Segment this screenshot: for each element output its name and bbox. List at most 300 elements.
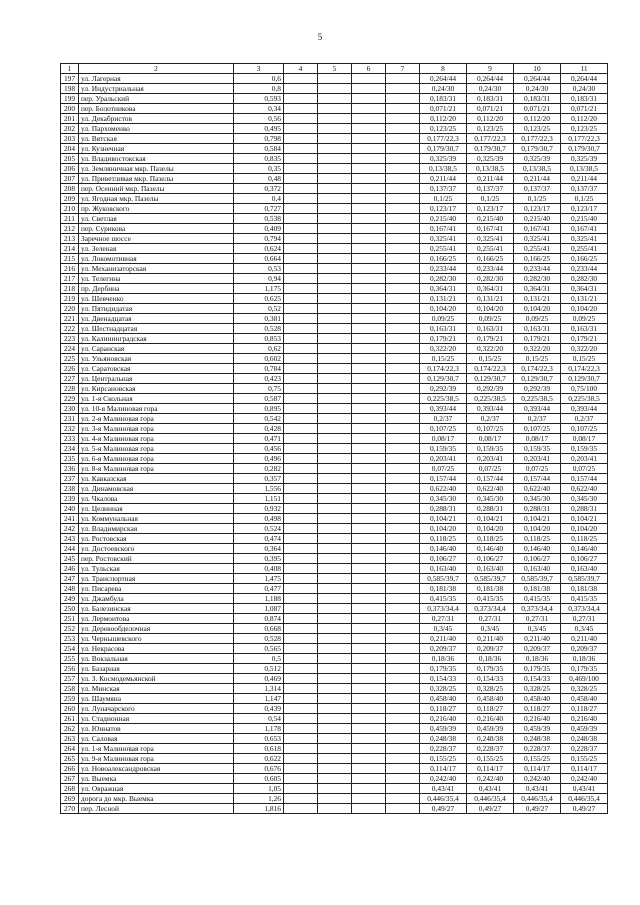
empty-cell [352,284,386,294]
row-number: 245 [61,554,79,564]
value-col-8: 0,179/35 [420,664,467,674]
empty-cell [352,654,386,664]
street-name: ул. Минская [79,684,234,694]
row-number: 260 [61,704,79,714]
value-col-10: 0,228/37 [514,744,561,754]
empty-cell [318,724,352,734]
row-number: 268 [61,784,79,794]
value-col-9: 0,203/41 [467,454,514,464]
value-col-8: 0,131/21 [420,294,467,304]
empty-cell [318,564,352,574]
row-number: 213 [61,234,79,244]
empty-cell [352,534,386,544]
row-number: 231 [61,414,79,424]
street-name: ул. Луначарского [79,704,234,714]
street-name: пр. Жуковского [79,204,234,214]
empty-cell [386,324,420,334]
value-col-9: 0,155/25 [467,754,514,764]
value-col-10: 0,18/36 [514,654,561,664]
empty-cell [284,514,318,524]
row-number: 267 [61,774,79,784]
empty-cell [284,594,318,604]
value-col-11: 0,233/44 [561,264,608,274]
value-col-9: 0,328/25 [467,684,514,694]
empty-cell [352,114,386,124]
empty-cell [352,104,386,114]
value-col-9: 0,107/25 [467,424,514,434]
table-row [61,404,608,414]
street-name: ул. Коммунальная [79,514,234,524]
empty-cell [284,144,318,154]
length-value: 0,593 [234,94,284,104]
value-col-10: 0,071/21 [514,104,561,114]
empty-cell [352,234,386,244]
empty-cell [386,744,420,754]
empty-cell [386,524,420,534]
header-col-11: 11 [561,64,608,74]
length-value: 0,35 [234,164,284,174]
empty-cell [386,394,420,404]
row-number: 204 [61,144,79,154]
value-col-8: 0,345/30 [420,494,467,504]
table-row [61,174,608,184]
value-col-11: 0,211/44 [561,174,608,184]
empty-cell [284,774,318,784]
value-col-8: 0,209/37 [420,644,467,654]
value-col-10: 0,233/44 [514,264,561,274]
value-col-10: 0,3/45 [514,624,561,634]
street-name: ул. Приветливая мкр. Пазелы [79,174,234,184]
value-col-10: 0,163/40 [514,564,561,574]
value-col-11: 0,118/25 [561,534,608,544]
table-row [61,504,608,514]
row-number: 250 [61,604,79,614]
value-col-11: 0,458/40 [561,694,608,704]
value-col-11: 0,106/27 [561,554,608,564]
length-value: 1,816 [234,804,284,814]
value-col-10: 0,446/35,4 [514,794,561,804]
length-value: 0,835 [234,154,284,164]
empty-cell [284,364,318,374]
value-col-10: 0,08/17 [514,434,561,444]
value-col-11: 0,24/30 [561,84,608,94]
value-col-11: 0,07/25 [561,464,608,474]
value-col-9: 0,154/33 [467,674,514,684]
empty-cell [352,154,386,164]
value-col-9: 0,137/37 [467,184,514,194]
length-value: 0,6 [234,74,284,84]
empty-cell [352,414,386,424]
empty-cell [352,634,386,644]
empty-cell [318,434,352,444]
empty-cell [284,534,318,544]
empty-cell [352,524,386,534]
value-col-10: 0,167/41 [514,224,561,234]
empty-cell [318,234,352,244]
empty-cell [386,564,420,574]
table-row [61,364,608,374]
length-value: 0,395 [234,554,284,564]
empty-cell [386,354,420,364]
empty-cell [318,794,352,804]
value-col-11: 0,159/35 [561,444,608,454]
empty-cell [284,94,318,104]
empty-cell [386,194,420,204]
value-col-9: 0,071/21 [467,104,514,114]
length-value: 0,474 [234,534,284,544]
value-col-11: 0,157/44 [561,474,608,484]
empty-cell [284,404,318,414]
empty-cell [318,374,352,384]
street-name: ул. 10-я Малиновая гора [79,404,234,414]
row-number: 257 [61,674,79,684]
empty-cell [284,214,318,224]
row-number: 228 [61,384,79,394]
table-row [61,114,608,124]
empty-cell [352,764,386,774]
street-name: ул. Юннатов [79,724,234,734]
street-name: ул. Индустриальная [79,84,234,94]
empty-cell [284,354,318,364]
empty-cell [352,784,386,794]
street-name: пер. Болотникова [79,104,234,114]
length-value: 0,668 [234,624,284,634]
empty-cell [318,164,352,174]
empty-cell [284,164,318,174]
street-name: ул. Стадионная [79,714,234,724]
empty-cell [318,354,352,364]
length-value: 1,556 [234,484,284,494]
value-col-10: 0,216/40 [514,714,561,724]
street-name: ул. Владивостокская [79,154,234,164]
row-number: 256 [61,664,79,674]
length-value: 0,932 [234,504,284,514]
value-col-8: 0,2/37 [420,414,467,424]
value-col-8: 0,203/41 [420,454,467,464]
empty-cell [284,654,318,664]
empty-cell [386,264,420,274]
row-number: 218 [61,284,79,294]
value-col-9: 0,585/39,7 [467,574,514,584]
empty-cell [284,274,318,284]
empty-cell [284,694,318,704]
empty-cell [318,114,352,124]
value-col-9: 0,225/38,5 [467,394,514,404]
length-value: 0,498 [234,514,284,524]
empty-cell [318,624,352,634]
empty-cell [352,674,386,684]
row-number: 214 [61,244,79,254]
empty-cell [284,684,318,694]
value-col-9: 0,167/41 [467,224,514,234]
length-value: 0,54 [234,714,284,724]
empty-cell [352,684,386,694]
street-name: ул. 9-я Малиновая гора [79,754,234,764]
empty-cell [386,274,420,284]
table-row [61,194,608,204]
row-number: 199 [61,94,79,104]
value-col-11: 0,325/41 [561,234,608,244]
empty-cell [318,414,352,424]
value-col-8: 0,225/38,5 [420,394,467,404]
value-col-11: 0,43/41 [561,784,608,794]
empty-cell [284,334,318,344]
street-name: ул. Кузнечная [79,144,234,154]
empty-cell [386,634,420,644]
value-col-10: 0,458/40 [514,694,561,704]
value-col-11: 0,163/40 [561,564,608,574]
length-value: 0,357 [234,474,284,484]
street-name: ул. Саратовская [79,364,234,374]
empty-cell [284,564,318,574]
value-col-9: 0,228/37 [467,744,514,754]
table-row [61,704,608,714]
table-row [61,254,608,264]
street-name: ул. Двенадцатая [79,314,234,324]
value-col-9: 0,322/20 [467,344,514,354]
empty-cell [284,454,318,464]
empty-cell [386,454,420,464]
value-col-10: 0,163/31 [514,324,561,334]
empty-cell [318,574,352,584]
value-col-9: 0,106/27 [467,554,514,564]
street-name: ул. Шевченко [79,294,234,304]
value-col-8: 0,325/41 [420,234,467,244]
value-col-10: 0,123/25 [514,124,561,134]
street-name: ул. Пархоменко [79,124,234,134]
empty-cell [352,334,386,344]
street-name: ул. Чернышевского [79,634,234,644]
value-col-11: 0,322/20 [561,344,608,354]
empty-cell [352,454,386,464]
value-col-9: 0,49/27 [467,804,514,814]
table-row [61,374,608,384]
value-col-10: 0,112/20 [514,114,561,124]
value-col-11: 0,373/34,4 [561,604,608,614]
value-col-10: 0,106/27 [514,554,561,564]
empty-cell [352,84,386,94]
value-col-11: 0,282/30 [561,274,608,284]
table-row [61,274,608,284]
empty-cell [386,804,420,814]
header-col-2: 2 [79,64,234,74]
table-row [61,754,608,764]
empty-cell [318,554,352,564]
empty-cell [352,404,386,414]
table-row [61,344,608,354]
empty-cell [284,224,318,234]
empty-cell [318,464,352,474]
table-row [61,94,608,104]
row-number: 262 [61,724,79,734]
empty-cell [352,94,386,104]
empty-cell [386,284,420,294]
value-col-11: 0,15/25 [561,354,608,364]
empty-cell [284,664,318,674]
value-col-10: 0,242/40 [514,774,561,784]
row-number: 269 [61,794,79,804]
empty-cell [386,514,420,524]
value-col-9: 0,112/20 [467,114,514,124]
value-col-11: 0,49/27 [561,804,608,814]
empty-cell [352,804,386,814]
length-value: 0,542 [234,414,284,424]
length-value: 1,05 [234,784,284,794]
row-number: 205 [61,154,79,164]
value-col-11: 0,166/25 [561,254,608,264]
empty-cell [352,704,386,714]
street-name: Заречное шоссе [79,234,234,244]
table-row [61,674,608,684]
value-col-9: 0,415/35 [467,594,514,604]
empty-cell [352,74,386,84]
value-col-9: 0,211/40 [467,634,514,644]
empty-cell [352,464,386,474]
empty-cell [318,654,352,664]
table-row [61,444,608,454]
empty-cell [318,544,352,554]
empty-cell [386,224,420,234]
street-name: ул. Овражная [79,784,234,794]
empty-cell [318,204,352,214]
value-col-9: 0,129/30,7 [467,374,514,384]
value-col-10: 0,179/21 [514,334,561,344]
empty-cell [284,304,318,314]
table-row [61,644,608,654]
header-row [61,64,608,74]
street-name: ул. Лермонтова [79,614,234,624]
value-col-8: 0,248/38 [420,734,467,744]
value-col-8: 0,446/35,4 [420,794,467,804]
empty-cell [284,484,318,494]
row-number: 216 [61,264,79,274]
table-row [61,84,608,94]
length-value: 0,538 [234,214,284,224]
value-col-10: 0,159/35 [514,444,561,454]
empty-cell [318,594,352,604]
empty-cell [352,174,386,184]
header-col-9: 9 [467,64,514,74]
length-value: 0,4 [234,194,284,204]
value-col-8: 0,129/30,7 [420,374,467,384]
value-col-8: 0,112/20 [420,114,467,124]
value-col-11: 0,459/39 [561,724,608,734]
row-number: 232 [61,424,79,434]
length-value: 0,8 [234,84,284,94]
empty-cell [352,324,386,334]
length-value: 0,602 [234,354,284,364]
street-name: ул. Выемка [79,774,234,784]
value-col-9: 0,123/17 [467,204,514,214]
value-col-11: 0,112/20 [561,114,608,124]
value-col-8: 0,104/21 [420,514,467,524]
value-col-8: 0,373/34,4 [420,604,467,614]
empty-cell [318,764,352,774]
empty-cell [386,214,420,224]
value-col-8: 0,104/20 [420,524,467,534]
empty-cell [352,644,386,654]
value-col-10: 0,166/25 [514,254,561,264]
length-value: 0,874 [234,614,284,624]
row-number: 202 [61,124,79,134]
empty-cell [352,584,386,594]
empty-cell [318,104,352,114]
street-name: ул. Пятидидатая [79,304,234,314]
street-name: ул. Балезинская [79,604,234,614]
value-col-11: 0,107/25 [561,424,608,434]
value-col-9: 0,104/20 [467,524,514,534]
value-col-9: 0,292/39 [467,384,514,394]
value-col-11: 0,163/31 [561,324,608,334]
street-name: ул. Вятская [79,134,234,144]
value-col-9: 0,09/25 [467,314,514,324]
length-value: 1,314 [234,684,284,694]
row-number: 247 [61,574,79,584]
row-number: 254 [61,644,79,654]
empty-cell [386,764,420,774]
empty-cell [352,144,386,154]
length-value: 0,584 [234,144,284,154]
table-row [61,694,608,704]
row-number: 236 [61,464,79,474]
street-name: ул. Владимирская [79,524,234,534]
table-row [61,384,608,394]
value-col-11: 0,469/100 [561,674,608,684]
value-col-10: 0,264/44 [514,74,561,84]
empty-cell [318,404,352,414]
street-name: ул. 1-я Малиновая гора [79,744,234,754]
value-col-10: 0,118/27 [514,704,561,714]
row-number: 237 [61,474,79,484]
value-col-10: 0,155/25 [514,754,561,764]
value-col-11: 0,248/38 [561,734,608,744]
row-number: 265 [61,754,79,764]
value-col-8: 0,211/44 [420,174,467,184]
empty-cell [284,424,318,434]
row-number: 240 [61,504,79,514]
length-value: 1,188 [234,594,284,604]
street-name: ул. 8-я Малиновая гора [79,464,234,474]
value-col-11: 0,211/40 [561,634,608,644]
empty-cell [284,734,318,744]
value-col-9: 0,215/40 [467,214,514,224]
header-col-3: 3 [234,64,284,74]
empty-cell [352,134,386,144]
row-number: 264 [61,744,79,754]
length-value: 1,147 [234,694,284,704]
empty-cell [352,664,386,674]
empty-cell [386,114,420,124]
table-row [61,494,608,504]
empty-cell [284,154,318,164]
length-value: 0,565 [234,644,284,654]
street-name: ул. 4-я Малиновая гора [79,434,234,444]
table-row [61,584,608,594]
value-col-8: 0,24/30 [420,84,467,94]
value-col-11: 0,181/38 [561,584,608,594]
empty-cell [386,414,420,424]
value-col-9: 0,264/44 [467,74,514,84]
empty-cell [318,714,352,724]
value-col-11: 0,071/21 [561,104,608,114]
empty-cell [386,484,420,494]
empty-cell [386,94,420,104]
street-name: ул. Достоевского [79,544,234,554]
value-col-8: 0,123/25 [420,124,467,134]
empty-cell [352,164,386,174]
empty-cell [318,684,352,694]
empty-cell [318,254,352,264]
